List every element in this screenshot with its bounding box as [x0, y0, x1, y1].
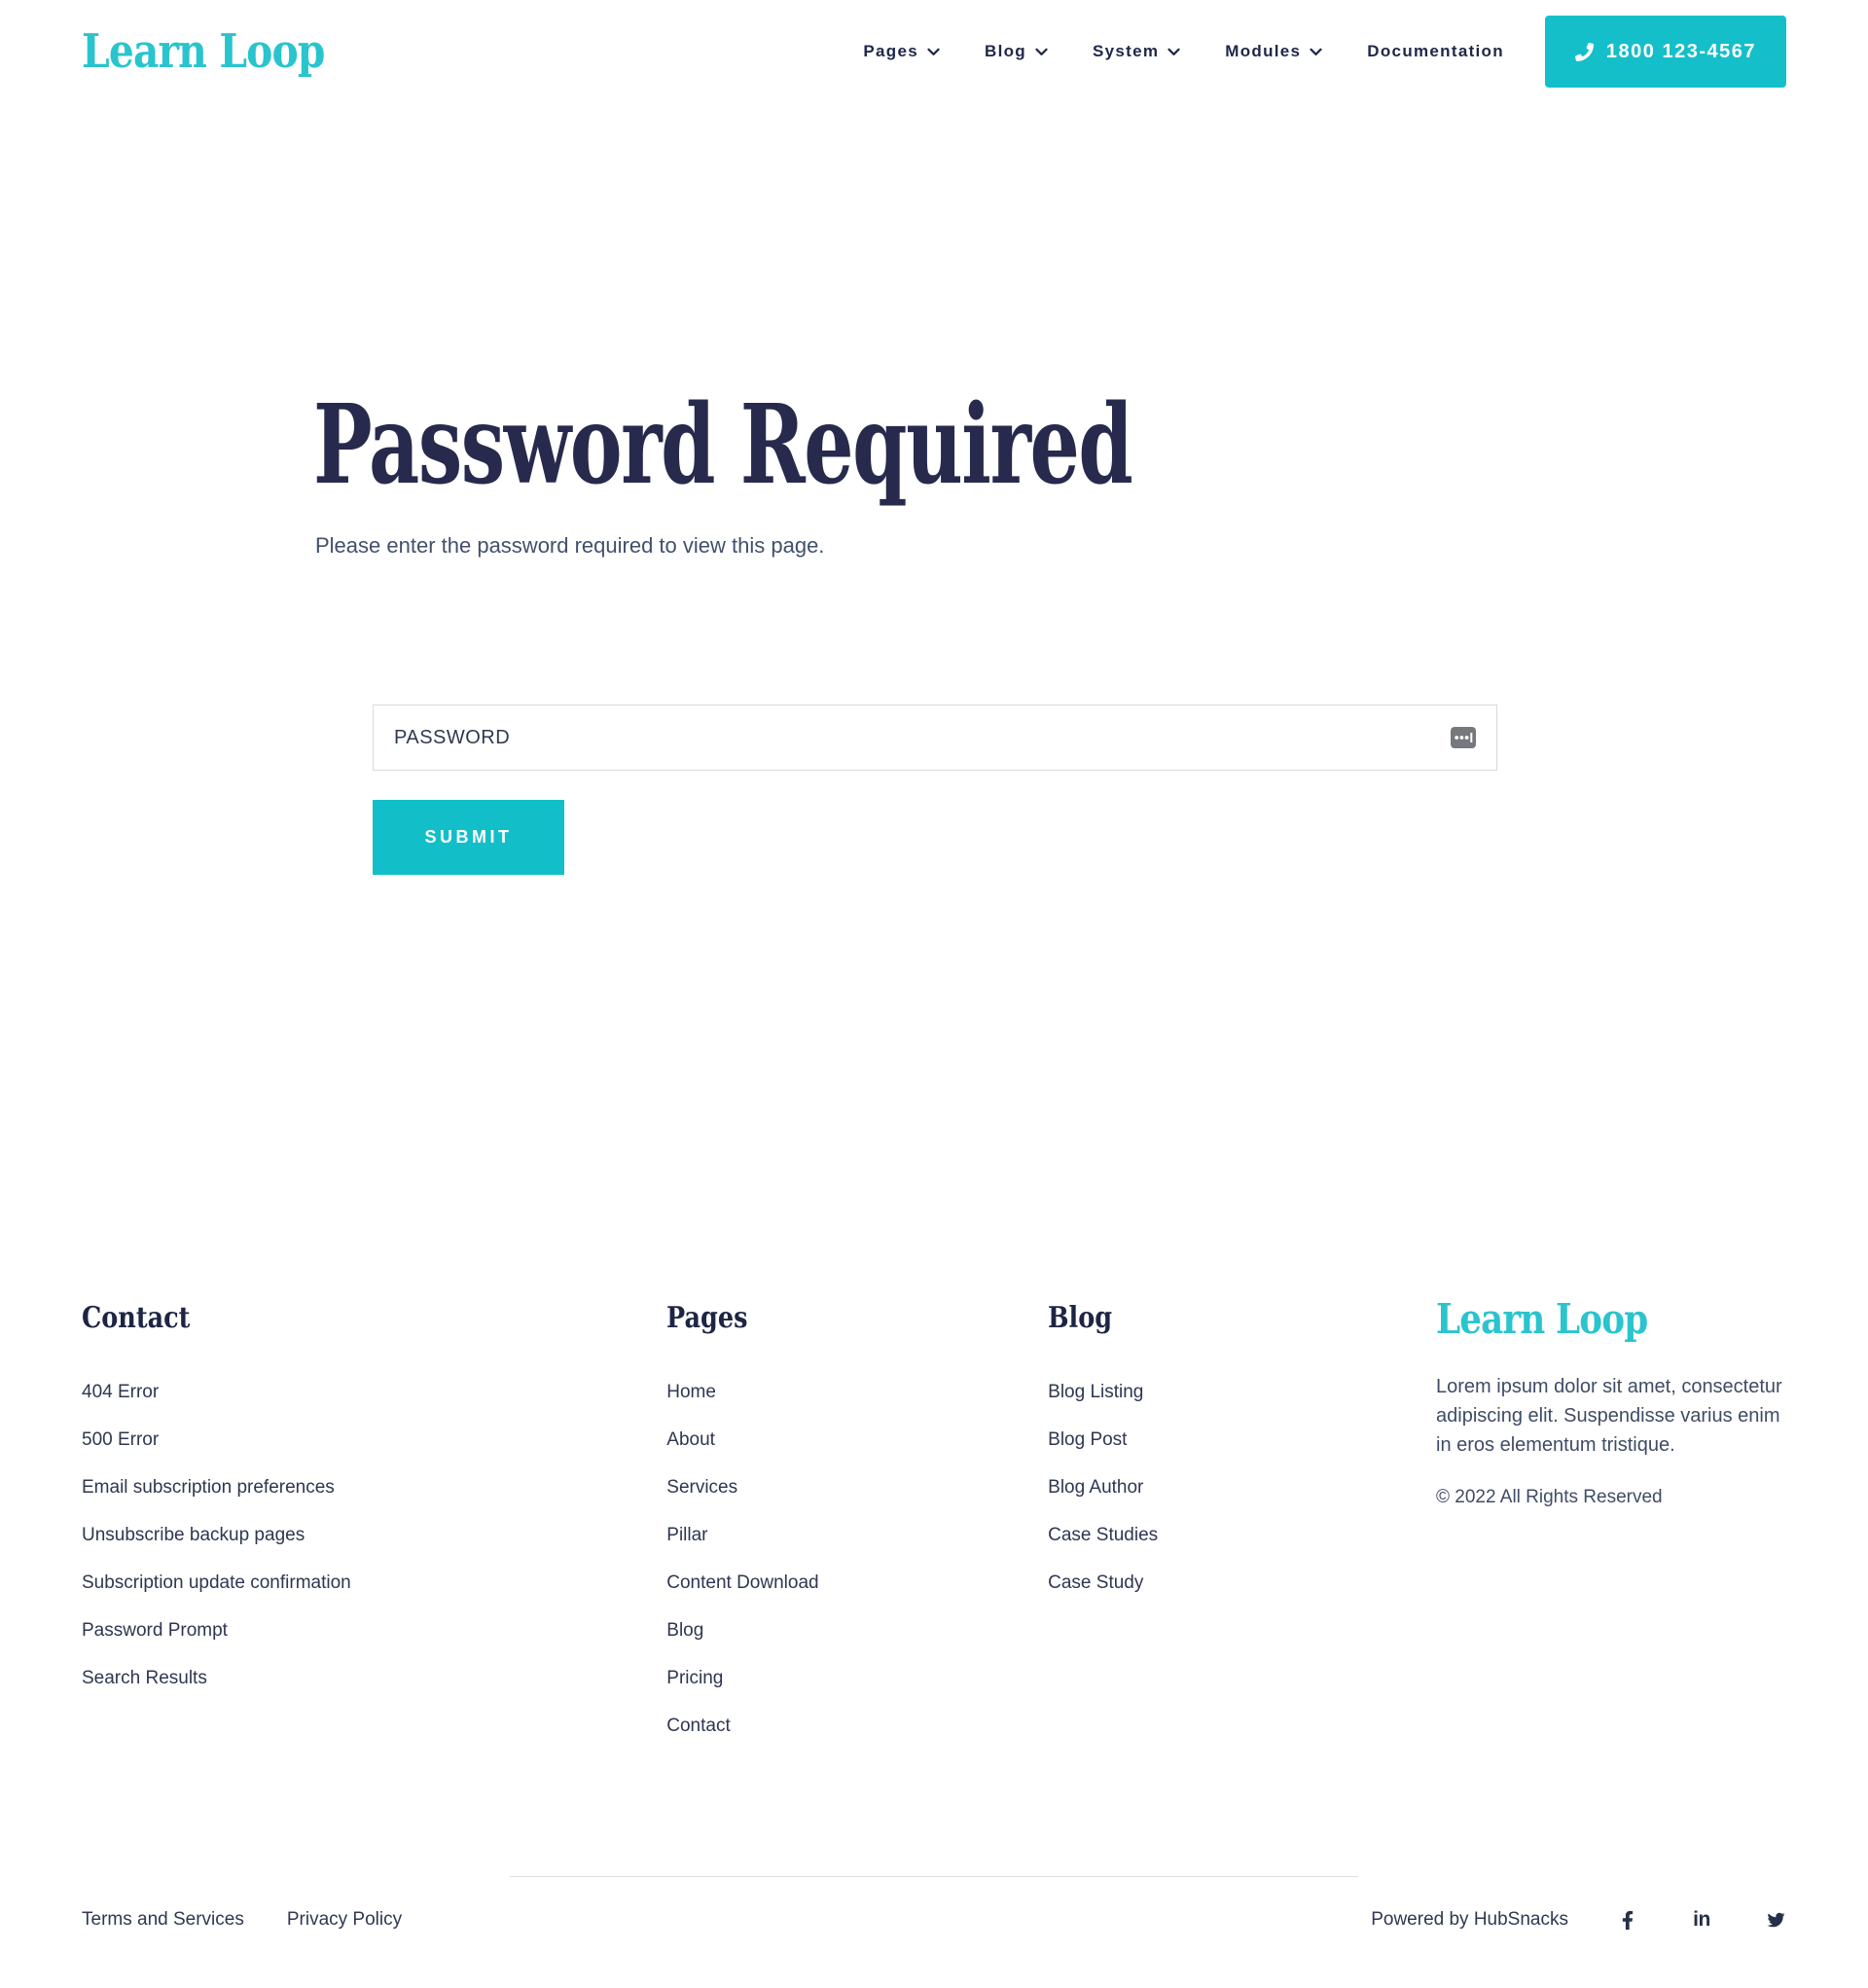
nav-item-label: Modules	[1225, 42, 1302, 60]
footer-link-unsubscribe-backup-pages[interactable]: Unsubscribe backup pages	[82, 1525, 305, 1545]
footer-column-brand	[1436, 1295, 1786, 1508]
powered-by-text: Powered by HubSnacks	[1371, 1909, 1568, 1930]
social-links	[1617, 1909, 1786, 1931]
twitter-link[interactable]	[1765, 1909, 1786, 1931]
footer-link-pricing[interactable]: Pricing	[666, 1668, 724, 1688]
footer-link-content-download[interactable]: Content Download	[666, 1572, 819, 1593]
footer-link-home[interactable]: Home	[666, 1382, 716, 1402]
site-logo[interactable]: Learn Loop	[82, 24, 325, 79]
footer-bottom-right	[1371, 1909, 1786, 1931]
footer-copyright: © 2022 All Rights Reserved	[1436, 1487, 1663, 1507]
site-footer	[0, 875, 1868, 1979]
footer-bottom-bar	[0, 1877, 1868, 1979]
footer-column-pages	[666, 1301, 1048, 1763]
hero-text	[0, 103, 1868, 559]
footer-brand-logo[interactable]: Learn Loop	[1436, 1295, 1648, 1343]
nav-item-pages[interactable]	[863, 42, 940, 61]
nav-item-label: Documentation	[1367, 42, 1504, 60]
linkedin-icon: in	[1693, 1908, 1710, 1931]
footer-link-case-studies[interactable]: Case Studies	[1048, 1525, 1159, 1545]
footer-link-500-error[interactable]: 500 Error	[82, 1429, 160, 1450]
chevron-down-icon	[1035, 42, 1048, 61]
twitter-icon	[1766, 1911, 1786, 1929]
footer-link-pillar[interactable]: Pillar	[666, 1525, 708, 1545]
phone-icon	[1575, 43, 1594, 61]
submit-button[interactable]: SUBMIT	[373, 800, 564, 875]
footer-columns	[0, 875, 1868, 1763]
nav-item-label: System	[1092, 42, 1160, 60]
nav-item-system[interactable]	[1093, 42, 1180, 61]
nav-item-label: Pages	[863, 42, 918, 60]
nav-item-documentation[interactable]	[1367, 42, 1504, 61]
footer-link-subscription-update-confirmation[interactable]: Subscription update confirmation	[82, 1572, 351, 1593]
main-nav	[863, 42, 1504, 61]
privacy-link[interactable]: Privacy Policy	[286, 1909, 403, 1930]
nav-item-blog[interactable]	[985, 42, 1048, 61]
footer-link-case-study[interactable]: Case Study	[1048, 1572, 1144, 1593]
page-subtitle: Please enter the password required to view this page.	[315, 533, 825, 558]
footer-column-contact	[82, 1301, 666, 1716]
main-content	[0, 103, 1868, 875]
footer-link-404-error[interactable]: 404 Error	[82, 1382, 160, 1402]
footer-link-blog-author[interactable]: Blog Author	[1048, 1477, 1144, 1498]
footer-link-password-prompt[interactable]: Password Prompt	[82, 1620, 228, 1641]
footer-column-blog	[1048, 1301, 1436, 1620]
footer-link-services[interactable]: Services	[666, 1477, 738, 1498]
site-header	[0, 0, 1868, 103]
chevron-down-icon	[1310, 42, 1322, 61]
terms-link[interactable]: Terms and Services	[82, 1909, 244, 1930]
footer-brand-description: Lorem ipsum dolor sit amet, consectetur adipiscing elit. Suspendisse varius enim in eros elementum tristique.	[1436, 1376, 1782, 1456]
facebook-icon	[1622, 1910, 1634, 1931]
footer-link-blog-post[interactable]: Blog Post	[1048, 1429, 1128, 1450]
footer-heading-blog: Blog	[1048, 1301, 1113, 1335]
linkedin-link[interactable]	[1691, 1909, 1712, 1931]
nav-item-label: Blog	[985, 42, 1026, 60]
footer-link-email-subscription-preferences[interactable]: Email subscription preferences	[82, 1477, 335, 1498]
password-manager-icon[interactable]	[1451, 727, 1476, 748]
phone-cta-button[interactable]	[1545, 16, 1786, 88]
footer-link-blog-listing[interactable]: Blog Listing	[1048, 1382, 1144, 1402]
facebook-link[interactable]	[1617, 1909, 1638, 1931]
footer-link-about[interactable]: About	[666, 1429, 715, 1450]
chevron-down-icon	[927, 42, 940, 61]
password-field-wrapper	[373, 705, 1497, 771]
password-form	[0, 705, 1868, 875]
phone-cta-label: 1800 123-4567	[1605, 40, 1756, 62]
chevron-down-icon	[1168, 42, 1180, 61]
password-input[interactable]	[373, 705, 1497, 771]
nav-item-modules[interactable]	[1225, 42, 1322, 61]
footer-link-contact[interactable]: Contact	[666, 1716, 731, 1736]
footer-link-blog[interactable]: Blog	[666, 1620, 704, 1641]
page-title: Password Required	[313, 381, 1132, 509]
footer-heading-pages: Pages	[666, 1301, 748, 1335]
footer-link-search-results[interactable]: Search Results	[82, 1668, 207, 1688]
footer-heading-contact: Contact	[82, 1301, 191, 1335]
legal-links	[82, 1909, 402, 1931]
